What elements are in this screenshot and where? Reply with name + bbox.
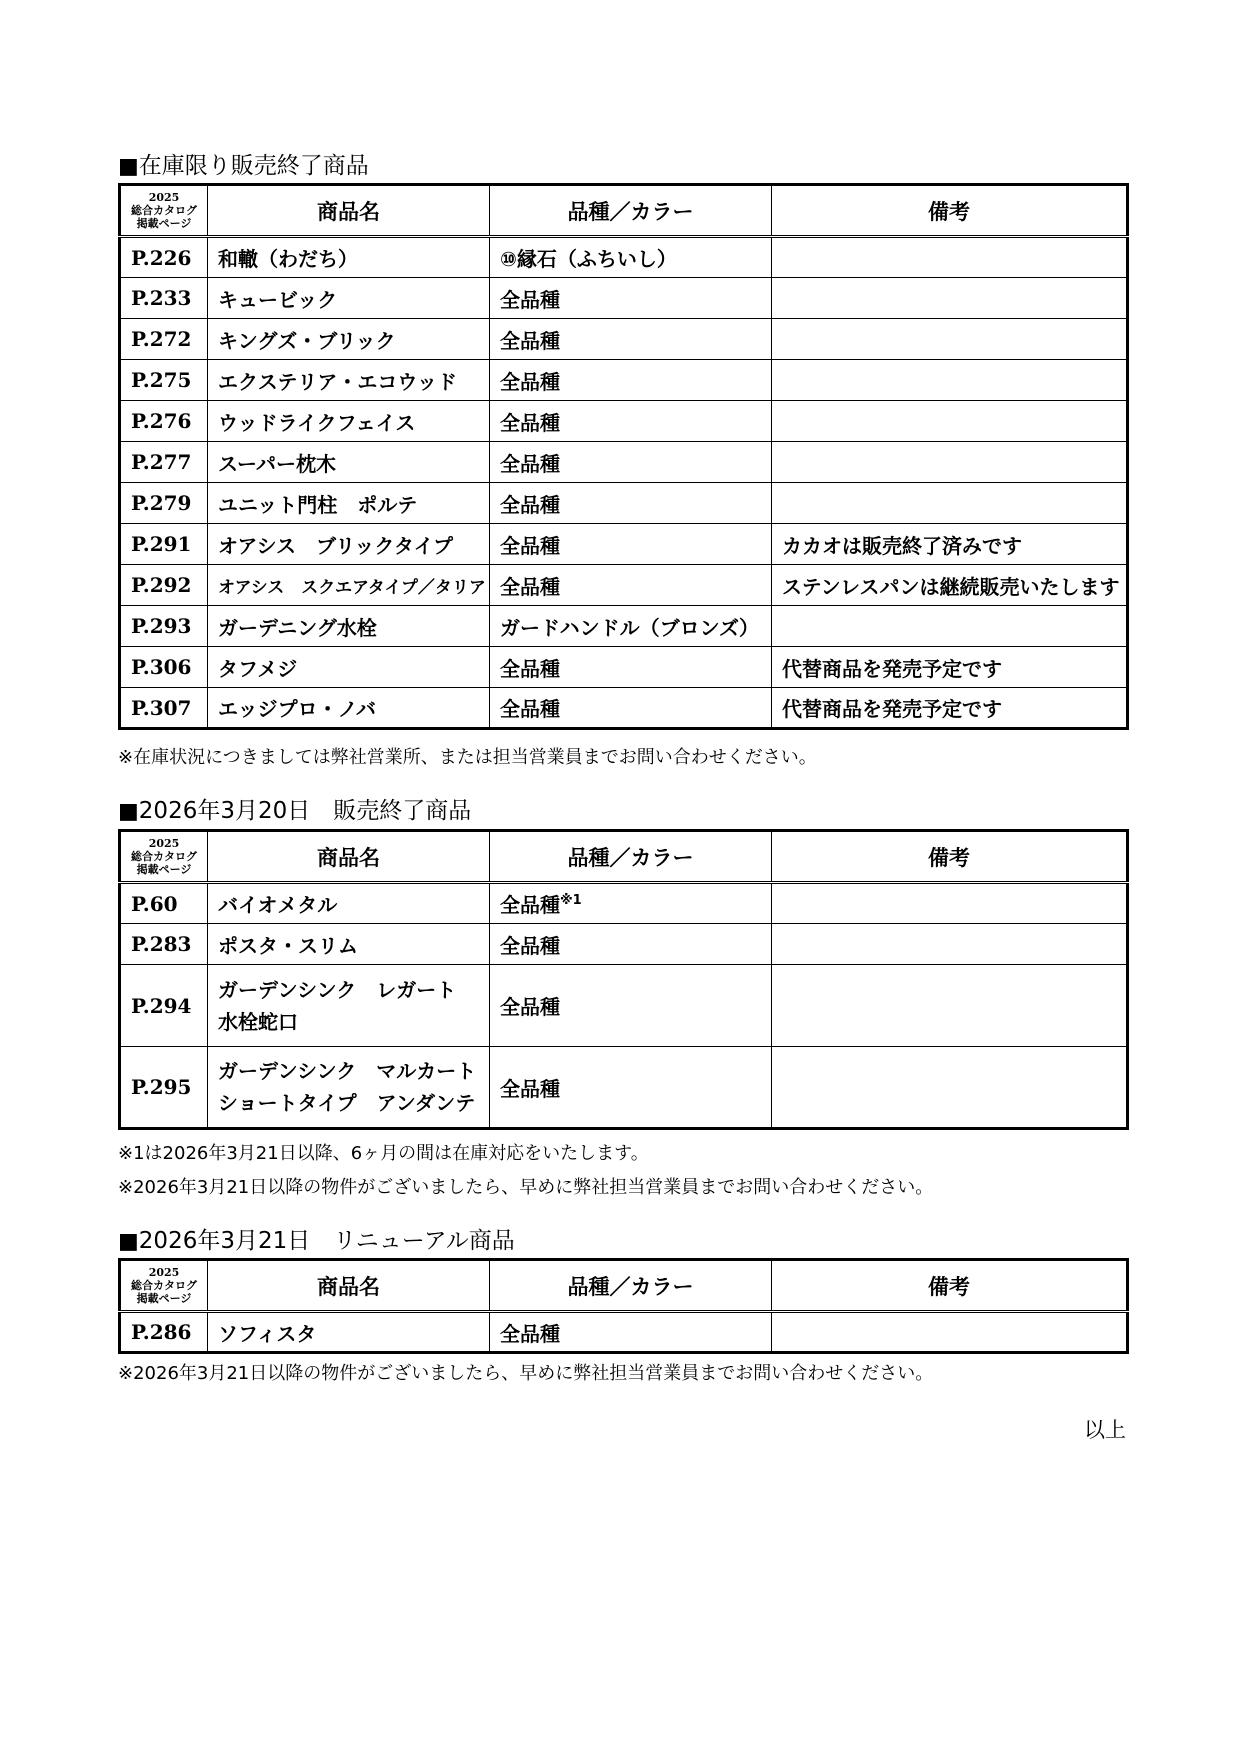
page-cell: P.292 — [120, 565, 208, 606]
page-cell: P.291 — [120, 524, 208, 565]
note-cell — [772, 442, 1128, 483]
closing-remark: 以上 — [1084, 1418, 1126, 1442]
table-row — [120, 524, 1128, 565]
color-cell: 全品種 — [490, 1047, 772, 1129]
note-cell — [772, 606, 1128, 647]
color-cell: 全品種$^{※1}$ — [490, 883, 772, 924]
color-cell: 全品種 — [490, 278, 772, 319]
table-row — [120, 442, 1128, 483]
table-row — [120, 278, 1128, 319]
color-cell: 全品種 — [490, 483, 772, 524]
color-column-header: 品種／カラー — [490, 185, 772, 237]
name-cell: バイオメタル — [208, 883, 490, 924]
page-column-header: 2025 総合カタログ 掲載ページ — [120, 831, 208, 883]
name-cell: オアシス スクエアタイプ／タリア — [208, 565, 490, 606]
name-cell: スーパー枕木 — [208, 442, 490, 483]
note-cell — [772, 883, 1128, 924]
color-cell: 全品種 — [490, 401, 772, 442]
discontinued-stock-table — [118, 183, 1129, 730]
table-row — [120, 483, 1128, 524]
name-cell: オアシス ブリックタイプ — [208, 524, 490, 565]
page-cell: P.276 — [120, 401, 208, 442]
color-cell: 全品種 — [490, 360, 772, 401]
name-cell: キングズ・ブリック — [208, 319, 490, 360]
note-cell — [772, 483, 1128, 524]
page-cell: P.272 — [120, 319, 208, 360]
note-cell: 代替商品を発売予定です — [772, 647, 1128, 688]
name-cell: ポスタ・スリム — [208, 924, 490, 965]
table-row — [120, 647, 1128, 688]
table-header-row — [120, 831, 1128, 883]
note-column-header: 備考 — [772, 831, 1128, 883]
name-cell: エクステリア・エコウッド — [208, 360, 490, 401]
table-row — [120, 965, 1128, 1047]
color-cell: 全品種 — [490, 565, 772, 606]
name-cell: ユニット門柱 ポルテ — [208, 483, 490, 524]
square-bullet-icon: ■ — [118, 799, 139, 824]
page-cell: P.295 — [120, 1047, 208, 1129]
table-row — [120, 688, 1128, 729]
square-bullet-icon: ■ — [118, 154, 139, 179]
note-cell — [772, 237, 1128, 278]
name-cell: ウッドライクフェイス — [208, 401, 490, 442]
page-cell: P.277 — [120, 442, 208, 483]
note-cell: ステンレスパンは継続販売いたします — [772, 565, 1128, 606]
section-title-renewal: ■2026年3月21日 リニューアル商品 — [118, 1228, 515, 1254]
note-cell: カカオは販売終了済みです — [772, 524, 1128, 565]
contact-footnote: ※2026年3月21日以降の物件がございましたら、早めに弊社担当営業員までお問い合わせください。 — [118, 1177, 934, 1198]
page-cell: P.306 — [120, 647, 208, 688]
note-cell — [772, 319, 1128, 360]
page-cell: P.275 — [120, 360, 208, 401]
renewal-contact-footnote: ※2026年3月21日以降の物件がございましたら、早めに弊社担当営業員までお問い合わせください。 — [118, 1363, 934, 1384]
color-cell: ⑩縁石（ふちいし） — [490, 237, 772, 278]
color-cell: 全品種 — [490, 924, 772, 965]
square-bullet-icon: ■ — [118, 1229, 139, 1254]
color-cell: 全品種 — [490, 524, 772, 565]
name-cell: 和轍（わだち） — [208, 237, 490, 278]
stock-support-footnote: ※1は2026年3月21日以降、6ヶ月の間は在庫対応をいたします。 — [118, 1143, 649, 1164]
color-cell: 全品種 — [490, 442, 772, 483]
table-row — [120, 1047, 1128, 1129]
name-column-header: 商品名 — [208, 831, 490, 883]
page-column-header: 2025 総合カタログ 掲載ページ — [120, 185, 208, 237]
color-cell: 全品種 — [490, 1312, 772, 1353]
name-column-header: 商品名 — [208, 185, 490, 237]
name-cell: ガーデンシンク レガート 水栓蛇口 — [208, 965, 490, 1047]
page-cell: P.226 — [120, 237, 208, 278]
note-cell — [772, 1312, 1128, 1353]
note-cell — [772, 1047, 1128, 1129]
color-column-header: 品種／カラー — [490, 1260, 772, 1312]
renewal-table — [118, 1258, 1129, 1354]
section-title-discontinued-stock: ■在庫限り販売終了商品 — [118, 153, 369, 179]
discontinued-0320-table — [118, 829, 1129, 1130]
table-row — [120, 883, 1128, 924]
page-cell: P.293 — [120, 606, 208, 647]
color-cell: 全品種 — [490, 647, 772, 688]
name-cell: タフメジ — [208, 647, 490, 688]
page-cell: P.283 — [120, 924, 208, 965]
page-cell: P.233 — [120, 278, 208, 319]
page-cell: P.60 — [120, 883, 208, 924]
color-cell: ガードハンドル（ブロンズ） — [490, 606, 772, 647]
note-column-header: 備考 — [772, 1260, 1128, 1312]
name-cell: エッジプロ・ノバ — [208, 688, 490, 729]
note-column-header: 備考 — [772, 185, 1128, 237]
stock-footnote: ※在庫状況につきましては弊社営業所、または担当営業員までお問い合わせください。 — [118, 747, 817, 768]
note-cell — [772, 401, 1128, 442]
footnote-mark: ※1 — [560, 893, 582, 908]
page-column-header: 2025 総合カタログ 掲載ページ — [120, 1260, 208, 1312]
note-cell — [772, 965, 1128, 1047]
table-row — [120, 237, 1128, 278]
color-cell: 全品種 — [490, 319, 772, 360]
page-cell: P.286 — [120, 1312, 208, 1353]
table-header-row — [120, 1260, 1128, 1312]
color-cell: 全品種 — [490, 688, 772, 729]
page-cell: P.307 — [120, 688, 208, 729]
name-cell: ガーデニング水栓 — [208, 606, 490, 647]
note-cell — [772, 924, 1128, 965]
page-cell: P.294 — [120, 965, 208, 1047]
section-title-discontinued-0320: ■2026年3月20日 販売終了商品 — [118, 798, 472, 824]
table-header-row — [120, 185, 1128, 237]
name-cell: ガーデンシンク マルカート ショートタイプ アンダンテ — [208, 1047, 490, 1129]
table-row — [120, 319, 1128, 360]
table-row — [120, 360, 1128, 401]
note-cell — [772, 360, 1128, 401]
table-row — [120, 924, 1128, 965]
note-cell — [772, 278, 1128, 319]
color-column-header: 品種／カラー — [490, 831, 772, 883]
table-row — [120, 1312, 1128, 1353]
color-cell: 全品種 — [490, 965, 772, 1047]
name-cell: ソフィスタ — [208, 1312, 490, 1353]
table-row — [120, 606, 1128, 647]
note-cell: 代替商品を発売予定です — [772, 688, 1128, 729]
name-cell: キュービック — [208, 278, 490, 319]
page-cell: P.279 — [120, 483, 208, 524]
name-column-header: 商品名 — [208, 1260, 490, 1312]
table-row — [120, 401, 1128, 442]
table-row — [120, 565, 1128, 606]
